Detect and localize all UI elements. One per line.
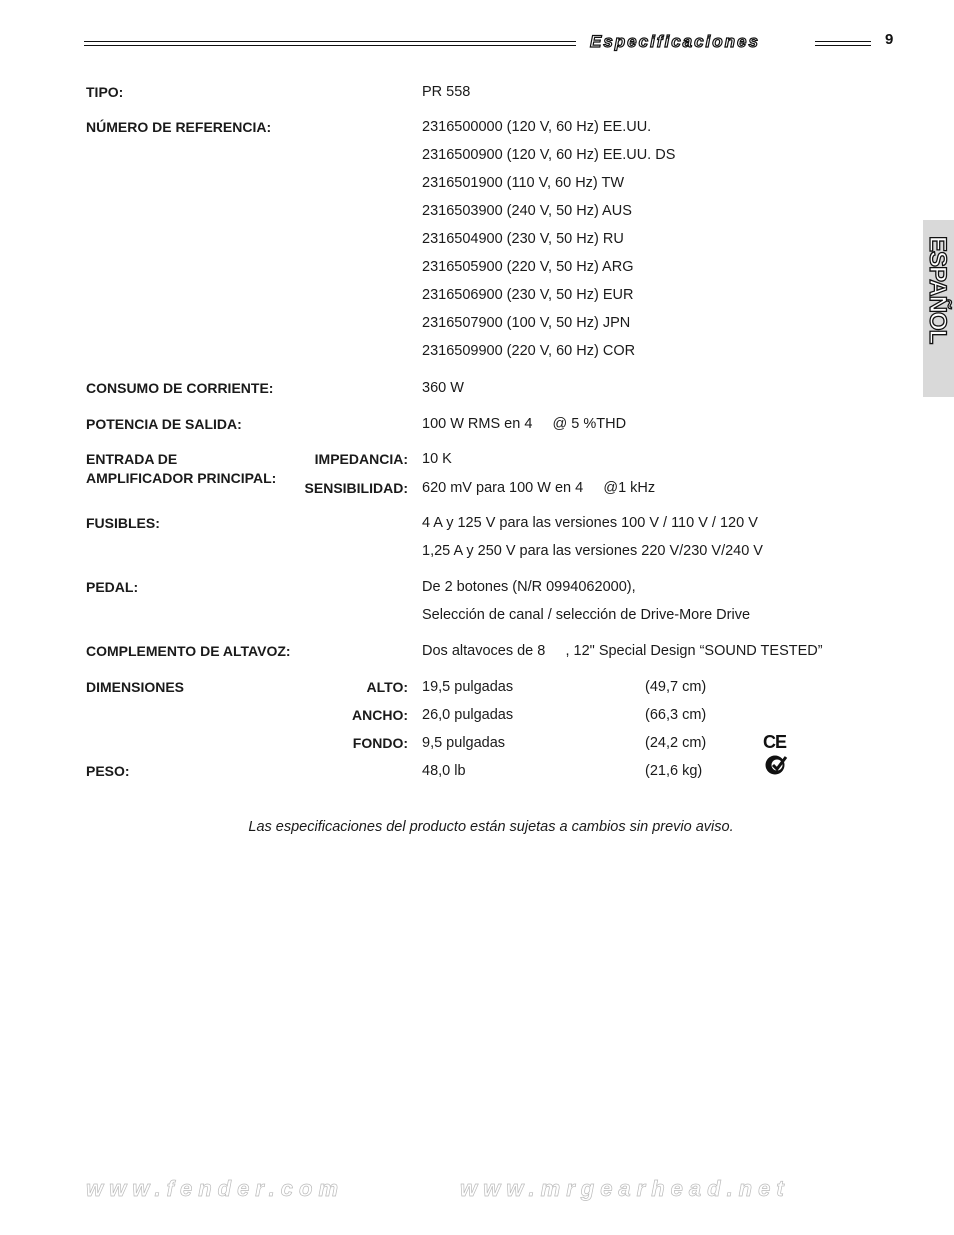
height-imperial: 19,5 pulgadas xyxy=(422,679,514,695)
footswitch-value: Selección de canal / selección de Drive-More Drive xyxy=(422,607,751,623)
speaker-label: COMPLEMENTO DE ALTAVOZ: xyxy=(86,643,291,659)
power-consumption-value: 360 W xyxy=(422,380,464,396)
footswitch-label: PEDAL: xyxy=(86,579,139,595)
reference-number-item: 2316500000 (120 V, 60 Hz) EE.UU. xyxy=(422,119,652,135)
impedance-label: IMPEDANCIA: xyxy=(314,451,408,467)
power-amp-input-label: ENTRADA DE xyxy=(86,451,178,467)
depth-imperial: 9,5 pulgadas xyxy=(422,735,506,751)
header-rule-right-2 xyxy=(815,45,871,46)
reference-number-item: 2316505900 (220 V, 50 Hz) ARG xyxy=(422,259,634,275)
reference-number-item: 2316504900 (230 V, 50 Hz) RU xyxy=(422,231,624,247)
depth-label: FONDO: xyxy=(352,735,408,751)
tipo-value: PR 558 xyxy=(422,84,471,100)
language-tab-label: ESPAÑOL xyxy=(924,236,951,344)
header-rule-right xyxy=(815,41,871,42)
header-title: Especificaciones xyxy=(590,32,760,51)
width-imperial: 26,0 pulgadas xyxy=(422,707,514,723)
reference-number-item: 2316507900 (100 V, 50 Hz) JPN xyxy=(422,315,631,331)
output-power-label: POTENCIA DE SALIDA: xyxy=(86,416,242,432)
footswitch-value: De 2 botones (N/R 0994062000), xyxy=(422,579,636,595)
header-rule-left-2 xyxy=(84,45,576,46)
reference-number-item: 2316506900 (230 V, 50 Hz) EUR xyxy=(422,287,634,303)
reference-number-item: 2316503900 (240 V, 50 Hz) AUS xyxy=(422,203,632,219)
height-metric: (49,7 cm) xyxy=(645,679,707,695)
disclaimer-note: Las especificaciones del producto están sujetas a cambios sin previo aviso. xyxy=(248,819,734,835)
fuses-value: 4 A y 125 V para las versiones 100 V / 110 V / 120 V xyxy=(422,515,758,531)
height-label: ALTO: xyxy=(366,679,408,695)
fuses-value: 1,25 A y 250 V para las versiones 220 V/230 V/240 V xyxy=(422,543,763,559)
ce-mark-icon: CE xyxy=(763,732,787,752)
reference-number-item: 2316501900 (110 V, 60 Hz) TW xyxy=(422,175,625,191)
weight-metric: (21,6 kg) xyxy=(645,763,703,779)
header-rule-left xyxy=(84,41,576,42)
power-consumption-label: CONSUMO DE CORRIENTE: xyxy=(86,380,274,396)
impedance-value: 10 K xyxy=(422,451,452,467)
power-amp-input-label-line2: AMPLIFICADOR PRINCIPAL: xyxy=(86,470,277,486)
sensitivity-value: 620 mV para 100 W en 4 @1 kHz xyxy=(422,480,656,496)
output-power-value: 100 W RMS en 4 @ 5 %THD xyxy=(422,416,627,432)
footer-url-left: www.fender.com xyxy=(86,1176,345,1201)
weight-label: PESO: xyxy=(86,763,130,779)
fuses-label: FUSIBLES: xyxy=(86,515,160,531)
reference-number-item: 2316509900 (220 V, 60 Hz) COR xyxy=(422,343,636,359)
depth-metric: (24,2 cm) xyxy=(645,735,707,751)
weight-imperial: 48,0 lb xyxy=(422,763,466,779)
dimensions-label: DIMENSIONES xyxy=(86,679,185,695)
page-number: 9 xyxy=(885,31,894,48)
width-metric: (66,3 cm) xyxy=(645,707,707,723)
footer-url-right: www.mrgearhead.net xyxy=(460,1176,790,1201)
tipo-label: TIPO: xyxy=(86,84,124,100)
c-tick-mark-icon xyxy=(764,753,788,777)
width-label: ANCHO: xyxy=(352,707,408,723)
sensitivity-label: SENSIBILIDAD: xyxy=(304,480,408,496)
reference-number-label: NÚMERO DE REFERENCIA: xyxy=(86,119,272,135)
reference-number-item: 2316500900 (120 V, 60 Hz) EE.UU. DS xyxy=(422,147,676,163)
speaker-value: Dos altavoces de 8 , 12" Special Design “SOUND TESTED” xyxy=(422,643,823,659)
